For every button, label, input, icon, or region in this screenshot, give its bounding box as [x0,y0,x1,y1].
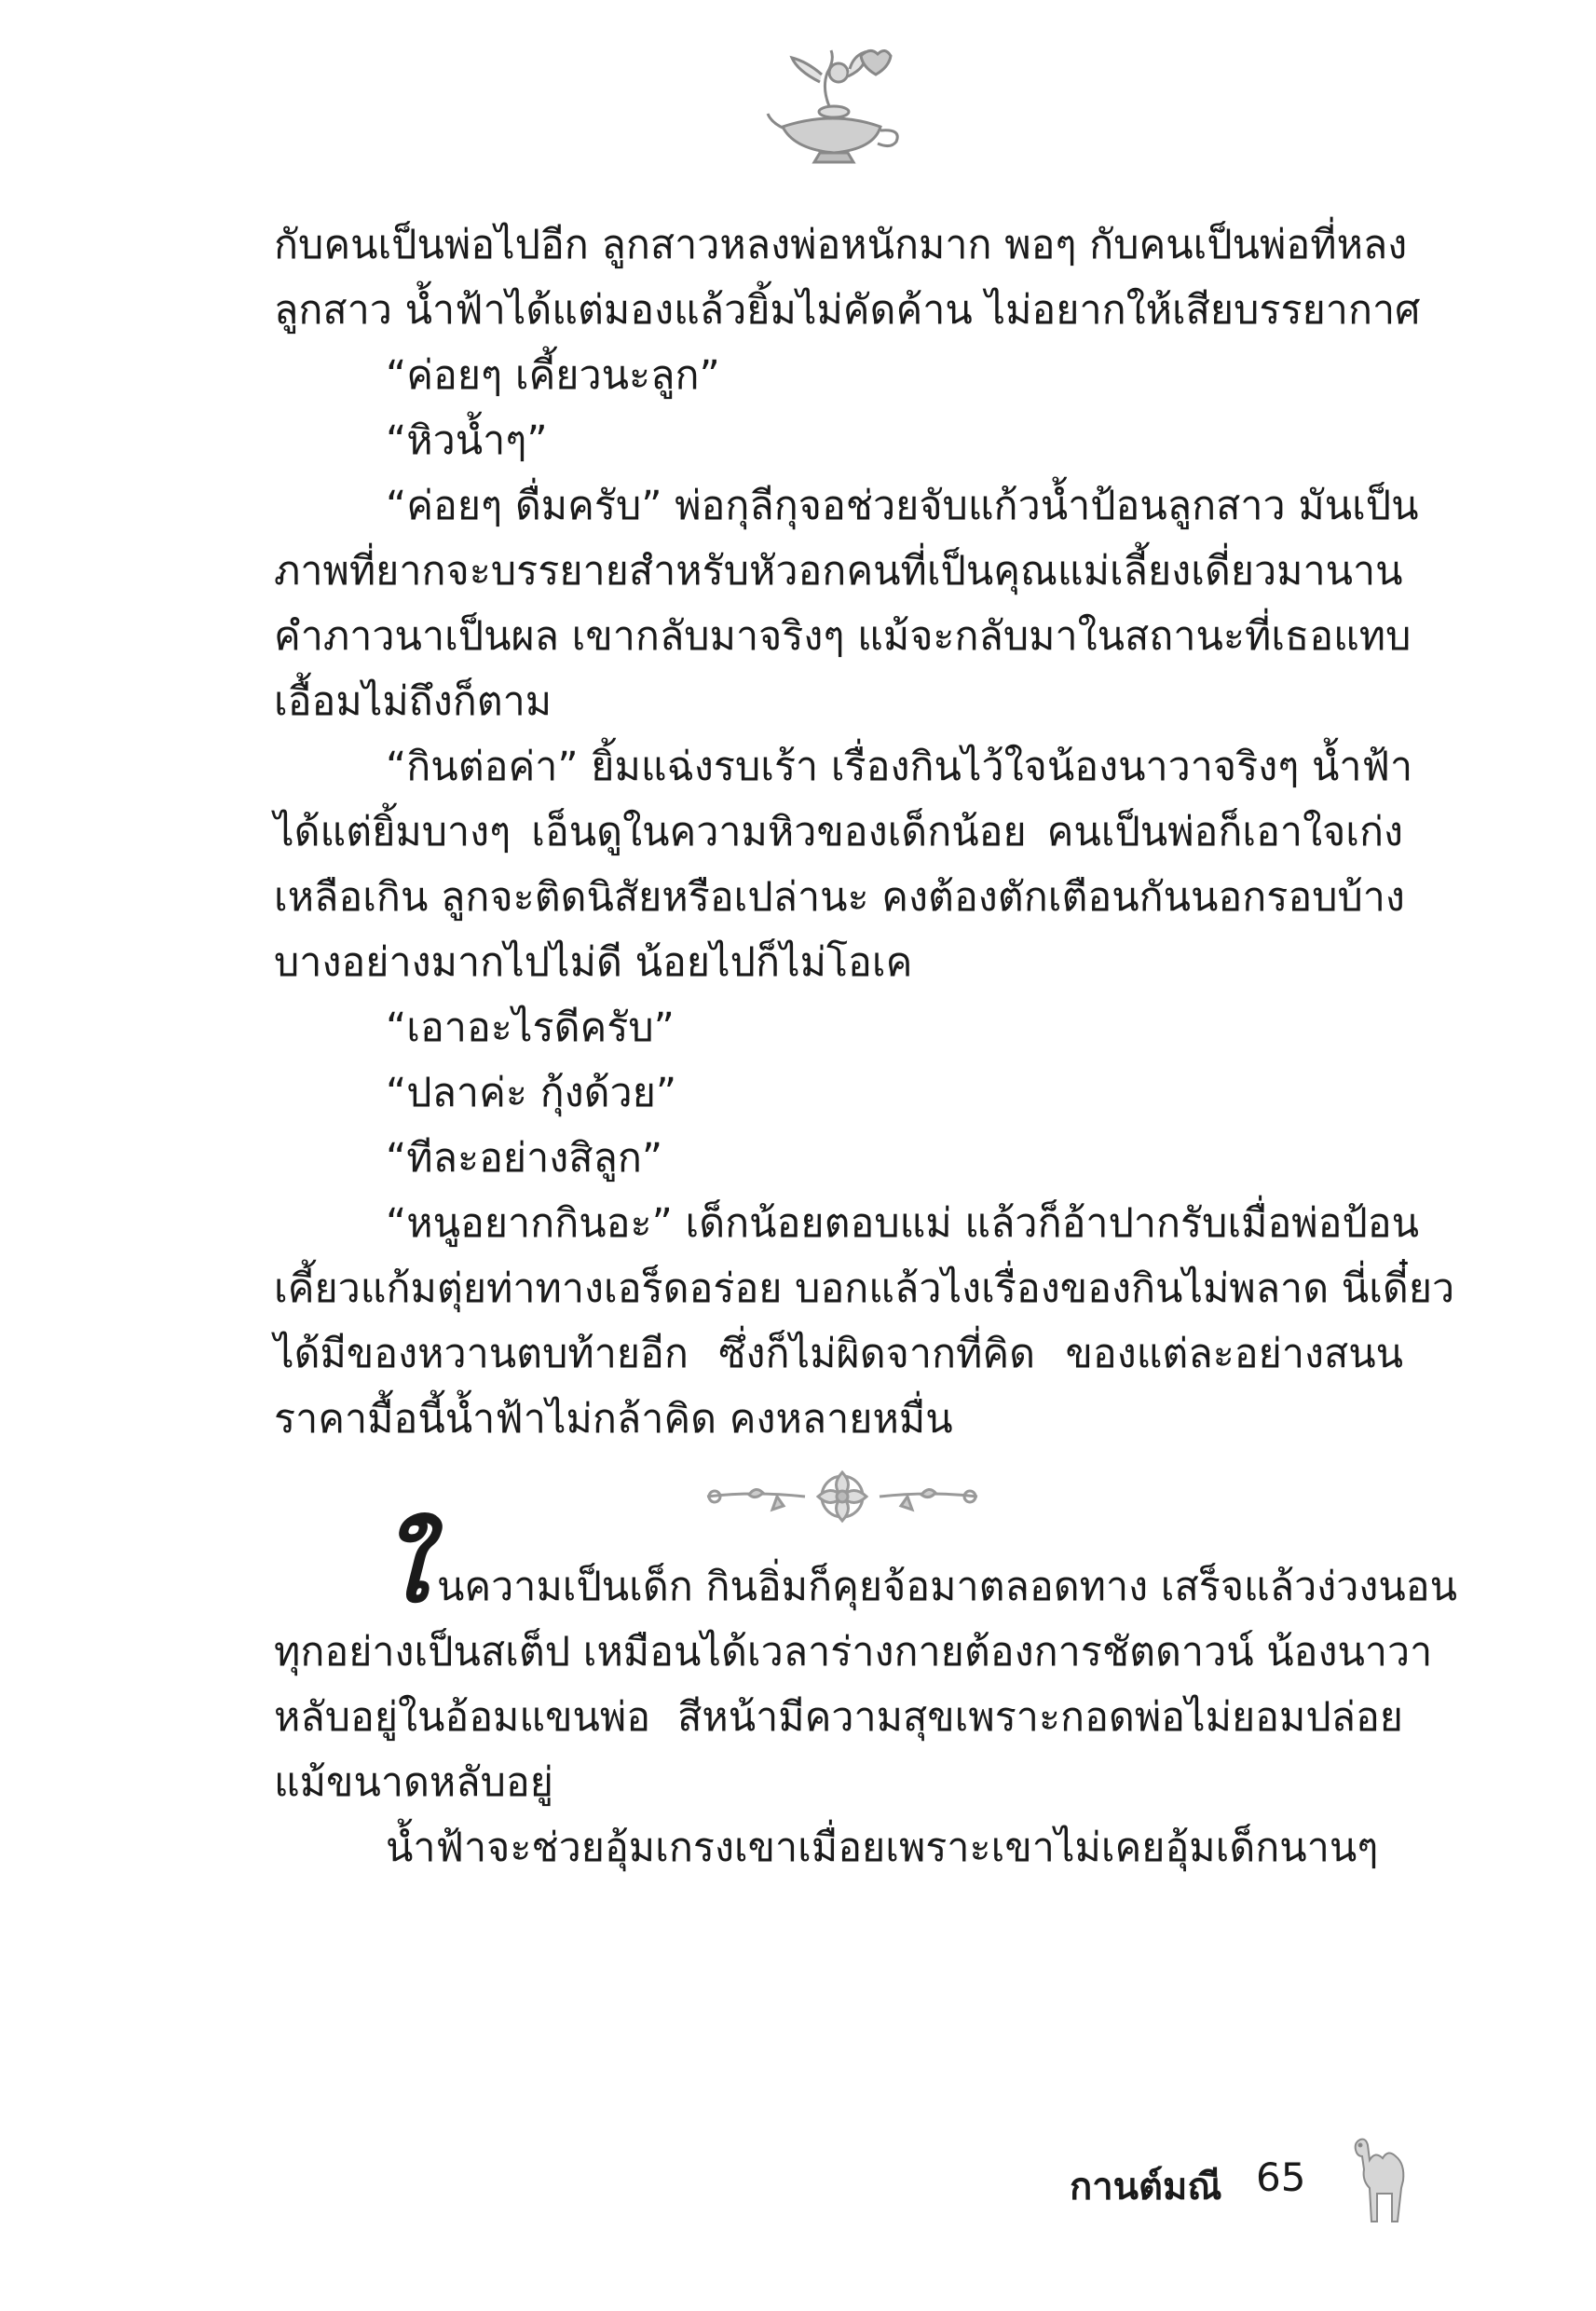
section-opening-line [274,1510,1457,1624]
camel-icon [1349,2132,1414,2225]
dialogue-line: “ทีละอย่างสิลูก” [386,1135,663,1182]
paragraph-line: ทุกอย่างเป็นสเต็ป เหมือนได้เวลาร่างกายต้องการชัตดาวน์ น้องนาวา [274,1629,1433,1675]
paragraph-line: เคี้ยวแก้มตุ่ยท่าทางเอร็ดอร่อย บอกแล้วไงเรื่องของกินไม่พลาด นี่เดี๋ยว [274,1265,1455,1312]
paragraph-line: คำภาวนาเป็นผล เขากลับมาจริงๆ แม้จะกลับมาในสถานะที่เธอแทบ [274,613,1412,660]
page-number: 65 [1256,2154,1306,2200]
paragraph-line: หลับอยู่ในอ้อมแขนพ่อ สีหน้ามีความสุขเพราะกอดพ่อไม่ยอมปล่อย [274,1694,1403,1741]
paragraph-line: แม้ขนาดหลับอยู่ [274,1759,553,1806]
paragraph-line: ได้มีของหวานตบท้ายอีก ซึ่งก็ไม่ผิดจากที่คิด ของแต่ละอย่างสนน [274,1331,1403,1377]
dialogue-line: “ปลาค่ะ กุ้งด้วย” [386,1070,677,1116]
floral-divider-icon [698,1459,987,1534]
opening-text: นความเป็นเด็ก กินอิ่มก็คุยจ้อมาตลอดทาง เสร็จแล้วง่วงนอน [437,1564,1457,1610]
paragraph-line: เอื้อมไม่ถึงก็ตาม [274,678,552,725]
paragraph-line: บางอย่างมากไปไม่ดี น้อยไปก็ไม่โอเค [274,939,913,986]
paragraph-line: น้ำฟ้าจะช่วยอุ้มเกรงเขาเมื่อยเพราะเขาไม่เคยอุ้มเด็กนานๆ [386,1825,1379,1871]
paragraph-line: ลูกสาว น้ำฟ้าได้แต่มองแล้วยิ้มไม่คัดค้าน ไม่อยากให้เสียบรรยากาศ [274,287,1421,334]
body-text [274,212,1457,1880]
paragraph-line: เหลือเกิน ลูกจะติดนิสัยหรือเปล่านะ คงต้องตักเตือนกันนอกรอบบ้าง [274,874,1405,921]
paragraph-line: ภาพที่ยากจะบรรยายสำหรับหัวอกคนที่เป็นคุณแม่เลี้ยงเดี่ยวมานาน [274,548,1403,595]
paragraph-line: “กินต่อค่า” ยิ้มแฉ่งรบเร้า เรื่องกินไว้ใจน้องนาวาจริงๆ น้ำฟ้า [386,744,1413,790]
paragraph-line: ราคามื้อนี้น้ำฟ้าไม่กล้าคิด คงหลายหมื่น [274,1396,953,1443]
paragraph-line: “หนูอยากกินอะ” เด็กน้อยตอบแม่ แล้วก็อ้าปากรับเมื่อพ่อป้อน [386,1200,1419,1247]
section-break [274,1452,1403,1554]
dialogue-line: “ค่อยๆ เคี้ยวนะลูก” [386,352,720,399]
genie-lamp-cupid-icon [764,45,904,166]
paragraph-line: “ค่อยๆ ดื่มครับ” พ่อกุลีกุจอช่วยจับแก้วน้ำป้อนลูกสาว มันเป็น [386,483,1419,529]
dialogue-line: “หิวน้ำๆ” [386,417,548,464]
dialogue-line: “เอาอะไรดีครับ” [386,1005,675,1051]
paragraph-line: กับคนเป็นพ่อไปอีก ลูกสาวหลงพ่อหนักมาก พอๆ กับคนเป็นพ่อที่หลง [274,222,1408,268]
footer-book-title: กานต์มณี [1070,2166,1222,2208]
page-footer [1070,2132,1424,2235]
paragraph-line: ได้แต่ยิ้มบางๆ เอ็นดูในความหิวของเด็กน้อย คนเป็นพ่อก็เอาใจเก่ง [274,809,1403,855]
drop-cap: ใ [380,1510,428,1624]
